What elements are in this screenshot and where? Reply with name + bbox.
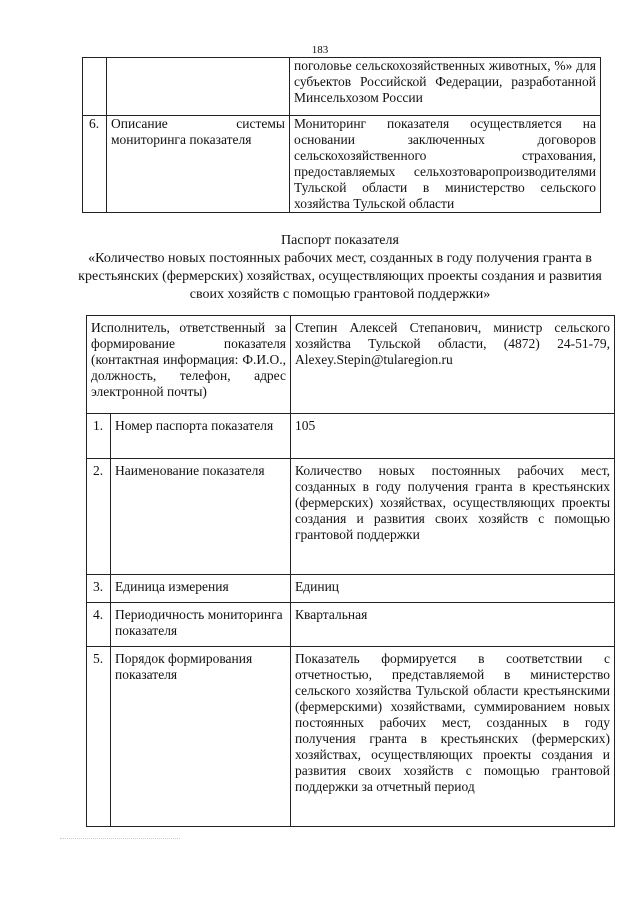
page-number: 183 [311,44,329,56]
row-label: Единица измерения [111,575,291,603]
row-number: 5. [87,647,111,827]
previous-passport-table [82,57,601,213]
row-label: Наименование показателя [111,459,291,575]
table-row [83,58,601,116]
row-value: Единиц [291,575,615,603]
row-number: 4. [87,603,111,647]
table-row [83,116,601,213]
row-label: Номер паспорта показателя [111,414,291,459]
table-row [87,647,615,827]
row-number: 6. [83,116,107,213]
row-number: 1. [87,414,111,459]
row-value: Мониторинг показателя осуществляется на основании заключенных договоров сельскохозяйственного страхования, предоставляемых сельхозтоваропроизводителями Тульской области в министерство сельского хозяйства Тульской области [290,116,601,213]
continued-text-cell: поголовье сельскохозяйственных животных, %» для субъектов Российской Федерации, разработанной Минсельхозом России [290,58,601,116]
table-cell [107,58,290,116]
executor-row [87,316,615,414]
row-label: Описание системы мониторинга показателя [107,116,290,213]
executor-value: Степин Алексей Степанович, министр сельского хозяйства Тульской области, (4872) 24-51-79, Alexey.Stepin@tularegion.ru [291,316,615,414]
passport-title: Паспорт показателя [281,233,399,248]
row-value: Показатель формируется в соответствии с отчетностью, представляемой в министерство сельского хозяйства Тульской области крестьянскими (фермерскими) хозяйствами, суммированием новых постоянных рабочих мест, созданных в году получения гранта в крестьянских (фермерских) хозяйствах, осуществляющих проекты создания и развития своих хозяйств с помощью грантовой поддержки за отчетный период [291,647,615,827]
table-row [87,459,615,575]
executor-label: Исполнитель, ответственный за формирование показателя (контактная информация: Ф.И.О., должность, телефон, адрес электронной почты) [87,316,291,414]
row-number: 3. [87,575,111,603]
row-label: Порядок формирования показателя [111,647,291,827]
table-cell [83,58,107,116]
passport-subtitle: «Количество новых постоянных рабочих мест, созданных в году получения гранта в крестьянских (фермерских) хозяйствах, осуществляющих проекты создания и развития своих хозяйств с помощью грантовой поддержки» [78,251,602,302]
row-value: Количество новых постоянных рабочих мест, созданных в году получения гранта в крестьянских (фермерских) хозяйствах, осуществляющих проекты создания и развития своих хозяйств с помощью грантовой поддержки [291,459,615,575]
passport-table [86,315,615,827]
row-label: Периодичность мониторинга показателя [111,603,291,647]
table-row [87,414,615,459]
scan-artifact [60,838,180,851]
table-row [87,603,615,647]
table-row [87,575,615,603]
row-value: 105 [291,414,615,459]
row-value: Квартальная [291,603,615,647]
row-number: 2. [87,459,111,575]
